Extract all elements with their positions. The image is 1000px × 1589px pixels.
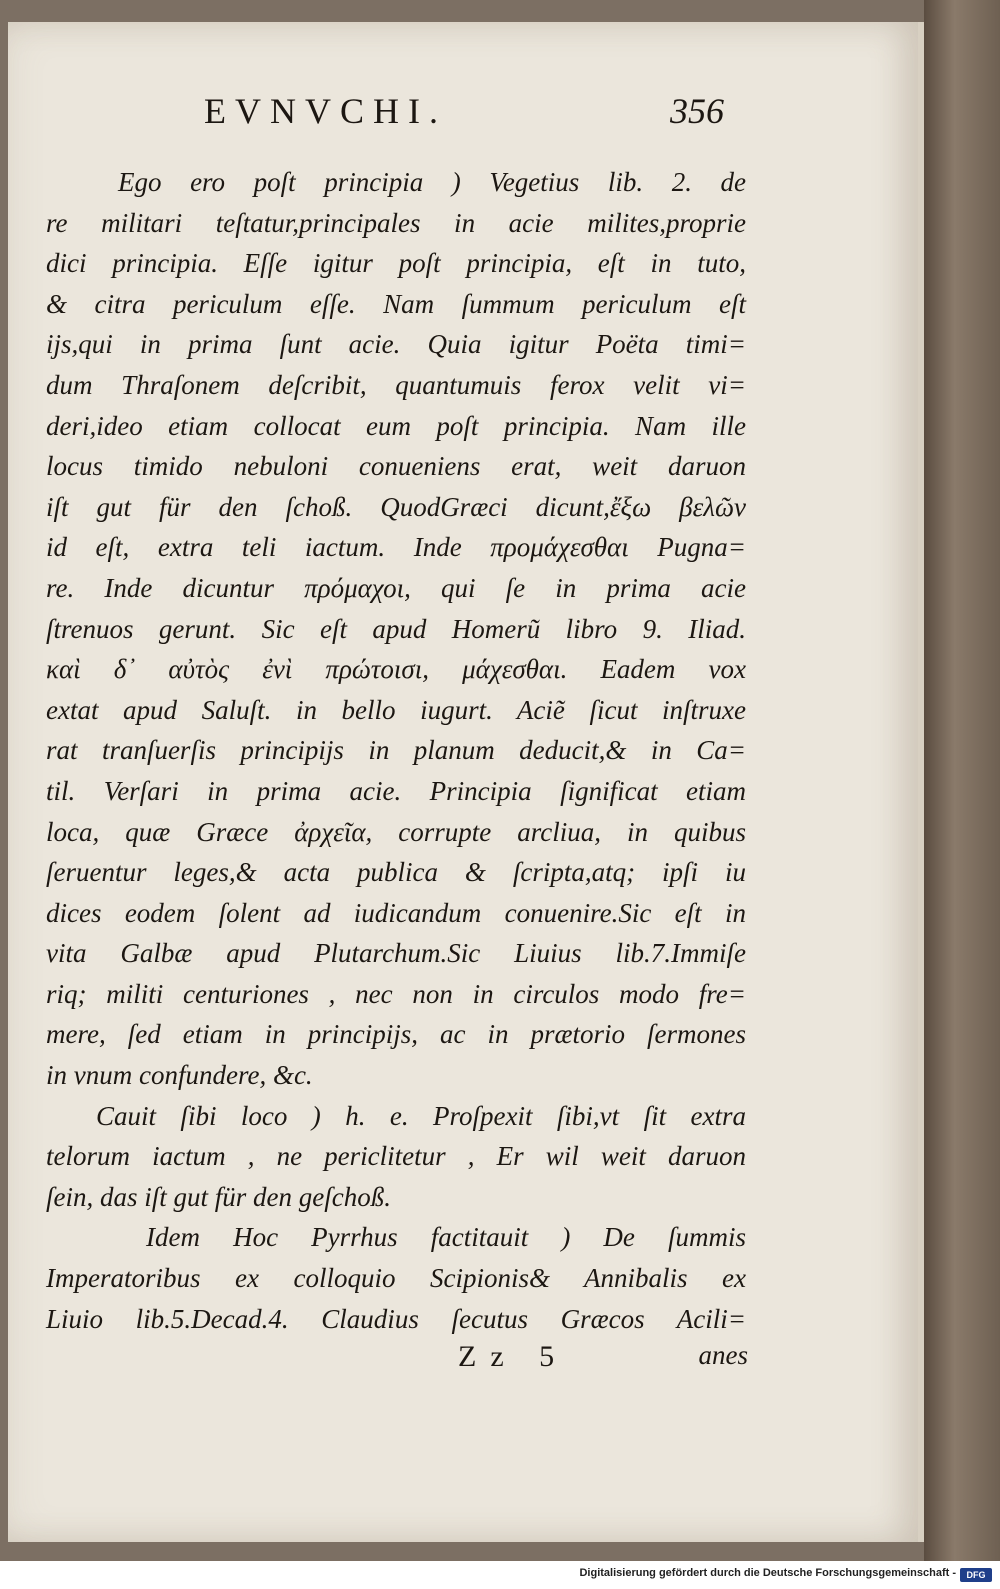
text-line: dici principia. Eſſe igitur poſt principia, eſt in tuto, <box>46 248 746 279</box>
digitization-footer <box>0 1561 1000 1589</box>
text-line: id eſt, extra teli iactum. Inde προμάχεσθαι Pugna= <box>46 532 746 563</box>
text-line: dices eodem ſolent ad iudicandum conuenire.Sic eſt in <box>46 897 746 928</box>
page-number: 356 <box>670 91 724 131</box>
text-line: extat apud Saluſt. in bello iugurt. Aciẽ ſicut inſtruxe <box>46 694 746 725</box>
text-line: vita Galbæ apud Plutarchum.Sic Liuius lib.7.Immiſe <box>46 938 746 969</box>
text-line: rat tranſuerſis principijs in planum deducit,& in Ca= <box>46 735 746 766</box>
text-line: ſeruentur leges,& acta publica & ſcripta,atq; ipſi iu <box>46 857 746 888</box>
text-line: Idem Hoc Pyrrhus factitauit ) De ſummis <box>146 1222 746 1253</box>
text-line: Imperatoribus ex colloquio Scipionis& Annibalis ex <box>46 1263 746 1294</box>
text-line: καὶ δ᾽ αὐτὸς ἐνὶ πρώτοισι, μάχεσθαι. Eadem vox <box>46 654 746 685</box>
catchword: anes <box>698 1340 748 1370</box>
text-line: re militari teſtatur,principales in acie milites,proprie <box>46 207 746 238</box>
text-line: riq; militi centuriones , nec non in circulos modo fre= <box>46 978 746 1009</box>
text-line: in vnum confundere, &c. <box>46 1060 313 1091</box>
text-line: dum Thraſonem deſcribit, quantumuis ferox velit vi= <box>46 369 746 400</box>
funding-credit: Digitalisierung gefördert durch die Deutsche Forschungsgemeinschaft - <box>579 1567 956 1579</box>
page-foot <box>458 1340 748 1384</box>
dfg-logo: DFG <box>960 1568 992 1582</box>
book-spine <box>924 0 1000 1561</box>
text-line: ſein, das iſt gut für den geſchoß. <box>46 1181 391 1212</box>
text-line: mere, ſed etiam in principijs, ac in prætorio ſermones <box>46 1019 746 1050</box>
text-line: Cauit ſibi loco ) h. e. Proſpexit ſibi,vt ſit extra <box>96 1100 746 1131</box>
running-title: EVNVCHI. <box>204 91 447 131</box>
text-line: Liuio lib.5.Decad.4. Claudius ſecutus Græcos Acili= <box>46 1303 746 1334</box>
text-line: ſtrenuos gerunt. Sic eſt apud Homerũ libro 9. Iliad. <box>46 613 746 644</box>
text-line: Ego ero poſt principia ) Vegetius lib. 2. de <box>118 167 746 197</box>
book-page <box>8 22 924 1542</box>
page-header <box>204 90 724 140</box>
text-line: ijs,qui in prima ſunt acie. Quia igitur Poëta timi= <box>46 329 746 360</box>
text-line: telorum iactum , ne periclitetur , Er wil weit daruon <box>46 1141 746 1172</box>
text-line: & citra periculum eſſe. Nam ſummum periculum eſt <box>46 288 746 319</box>
signature-mark: Zz 5 <box>458 1340 569 1373</box>
body-text <box>46 162 746 1339</box>
text-line: re. Inde dicuntur πρόμαχοι, qui ſe in prima acie <box>46 572 746 603</box>
text-line: deri,ideo etiam collocat eum poſt principia. Nam ille <box>46 410 746 441</box>
text-line: iſt gut für den ſchoß. QuodGræci dicunt,ἔξω βελῶν <box>46 491 746 522</box>
text-line: locus timido nebuloni conueniens erat, weit daruon <box>46 451 746 482</box>
text-line: til. Verſari in prima acie. Principia ſignificat etiam <box>46 775 746 806</box>
text-line: loca, quæ Græce ἀρχεῖα, corrupte arcliua, in quibus <box>46 816 746 847</box>
